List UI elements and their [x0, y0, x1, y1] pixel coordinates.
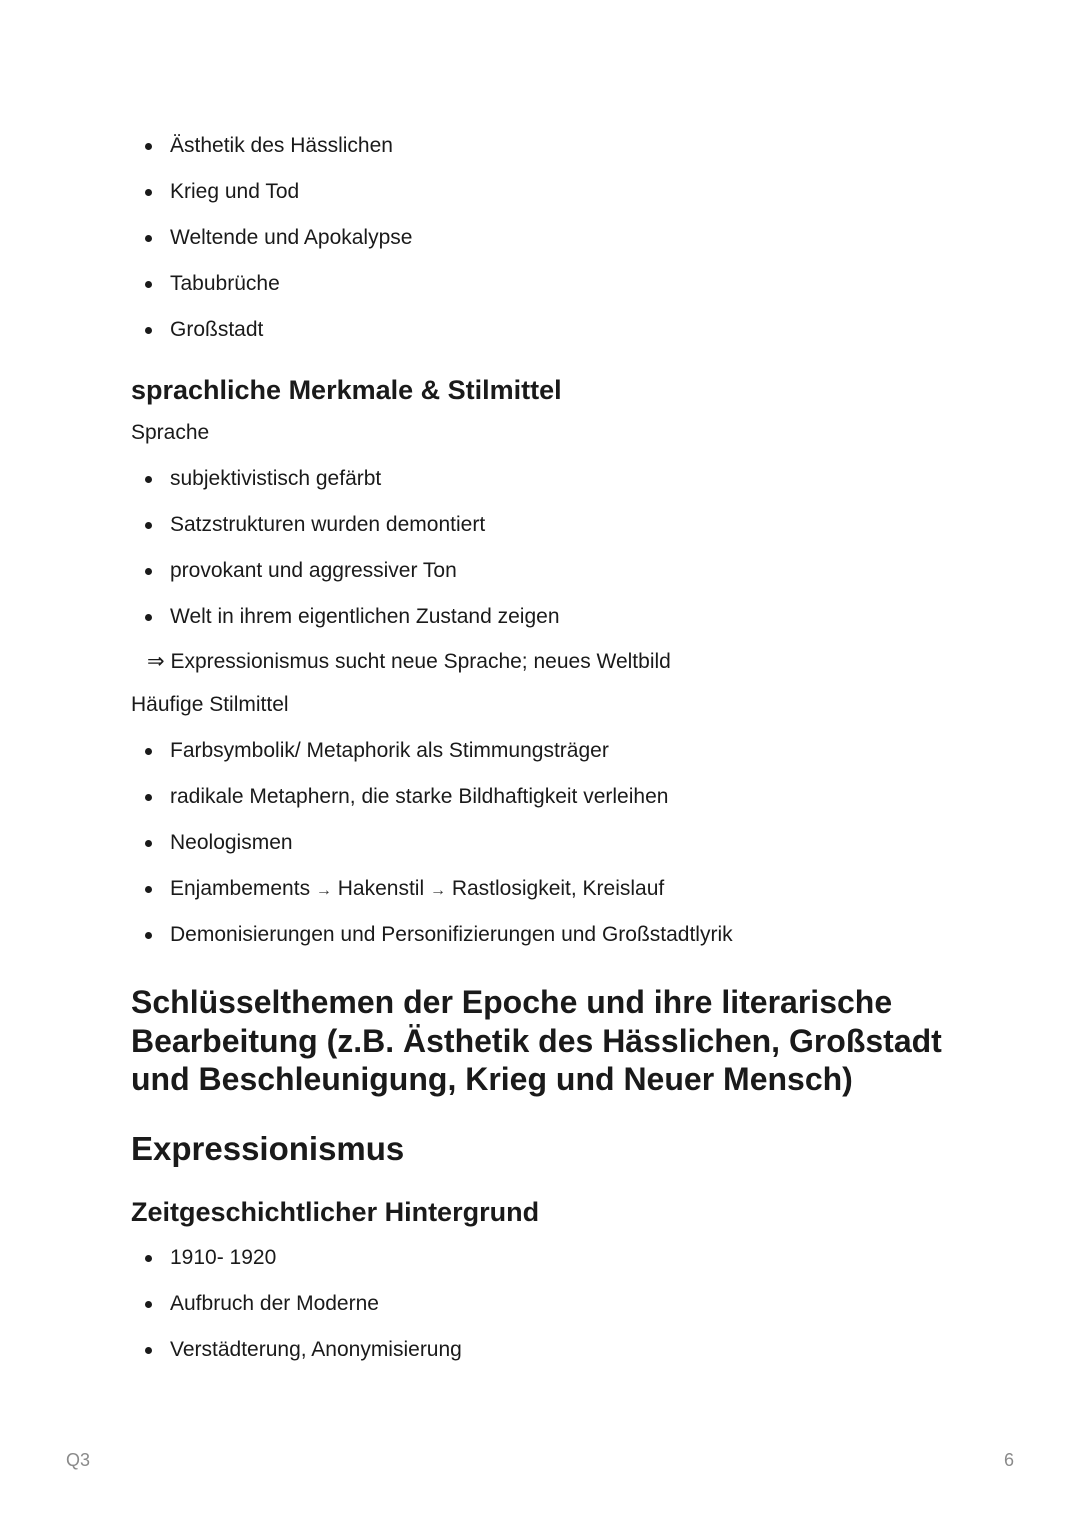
list-item-text: Tabubrüche [170, 272, 280, 295]
list-item [141, 866, 733, 912]
list-item [141, 307, 412, 353]
list-item [141, 1235, 462, 1281]
list-item [141, 123, 412, 169]
section-heading-hintergrund: Zeitgeschichtlicher Hintergrund [131, 1197, 540, 1227]
motif-list [141, 123, 412, 353]
list-item-text: Welt in ihrem eigentlichen Zustand zeigen [170, 605, 560, 628]
list-item-text: Demonisierungen und Personifizierungen und Großstadtlyrik [170, 923, 733, 946]
bullet-icon [145, 932, 152, 939]
bullet-icon [145, 1347, 152, 1354]
list-item [141, 1327, 462, 1373]
right-arrow-icon: → [315, 882, 332, 899]
section-heading-sprache: sprachliche Merkmale & Stilmittel [131, 375, 562, 405]
stilmittel-label: Häufige Stilmittel [131, 693, 289, 716]
list-item [141, 820, 733, 866]
page-number: 6 [1004, 1450, 1015, 1470]
bullet-icon [145, 886, 152, 893]
list-item [141, 1281, 462, 1327]
main-heading: Schlüsselthemen der Epoche und ihre literarische Bearbeitung (z.B. Ästhetik des Hässlichen, Großstadt und Beschleunigung, Krieg und Neuer Mensch) [131, 984, 942, 1097]
list-item-text: Farbsymbolik/ Metaphorik als Stimmungsträger [170, 739, 609, 762]
bullet-icon [145, 1255, 152, 1262]
list-item-text: subjektivistisch gefärbt [170, 467, 382, 490]
bullet-icon [145, 794, 152, 801]
hintergrund-list [141, 1235, 462, 1373]
bullet-icon [145, 1301, 152, 1308]
conclusion-line [147, 648, 671, 676]
list-item [141, 215, 412, 261]
bullet-icon [145, 476, 152, 483]
list-item [141, 169, 412, 215]
list-item-text: radikale Metaphern, die starke Bildhaftigkeit verleihen [170, 785, 669, 808]
bullet-icon [145, 281, 152, 288]
bullet-icon [145, 748, 152, 755]
list-item [141, 912, 733, 958]
list-item [141, 261, 412, 307]
footer-left-label: Q3 [66, 1450, 91, 1470]
list-item-text: Weltende und Apokalypse [170, 226, 413, 249]
enjambement-part3: Rastlosigkeit, Kreislauf [451, 877, 665, 900]
conclusion-text: Expressionismus sucht neue Sprache; neues Weltbild [170, 650, 671, 673]
sprache-label: Sprache [131, 421, 210, 444]
list-item-text: Krieg und Tod [170, 180, 300, 203]
list-item-text: Großstadt [170, 318, 264, 341]
list-item-text: Neologismen [170, 831, 293, 854]
bullet-icon [145, 614, 152, 621]
bullet-icon [145, 235, 152, 242]
list-item [141, 502, 560, 548]
sprache-list [141, 456, 560, 640]
enjambement-part2: Hakenstil [337, 877, 425, 900]
stilmittel-list [141, 728, 733, 958]
list-item [141, 456, 560, 502]
list-item-text: Ästhetik des Hässlichen [170, 134, 393, 157]
list-item-text: Satzstrukturen wurden demontiert [170, 513, 486, 536]
list-item [141, 548, 560, 594]
epoch-heading: Expressionismus [131, 1130, 405, 1167]
list-item-text: 1910- 1920 [170, 1246, 277, 1269]
list-item-text: provokant und aggressiver Ton [170, 559, 457, 582]
list-item-text: Aufbruch der Moderne [170, 1292, 379, 1315]
list-item [141, 728, 733, 774]
list-item [141, 774, 733, 820]
bullet-icon [145, 568, 152, 575]
enjambement-part1: Enjambements [170, 877, 311, 900]
list-item [141, 594, 560, 640]
implies-arrow-icon: ⇒ [147, 650, 165, 673]
bullet-icon [145, 327, 152, 334]
right-arrow-icon: → [429, 882, 446, 899]
list-item-text: Verstädterung, Anonymisierung [170, 1338, 462, 1361]
bullet-icon [145, 840, 152, 847]
bullet-icon [145, 522, 152, 529]
bullet-icon [145, 143, 152, 150]
bullet-icon [145, 189, 152, 196]
